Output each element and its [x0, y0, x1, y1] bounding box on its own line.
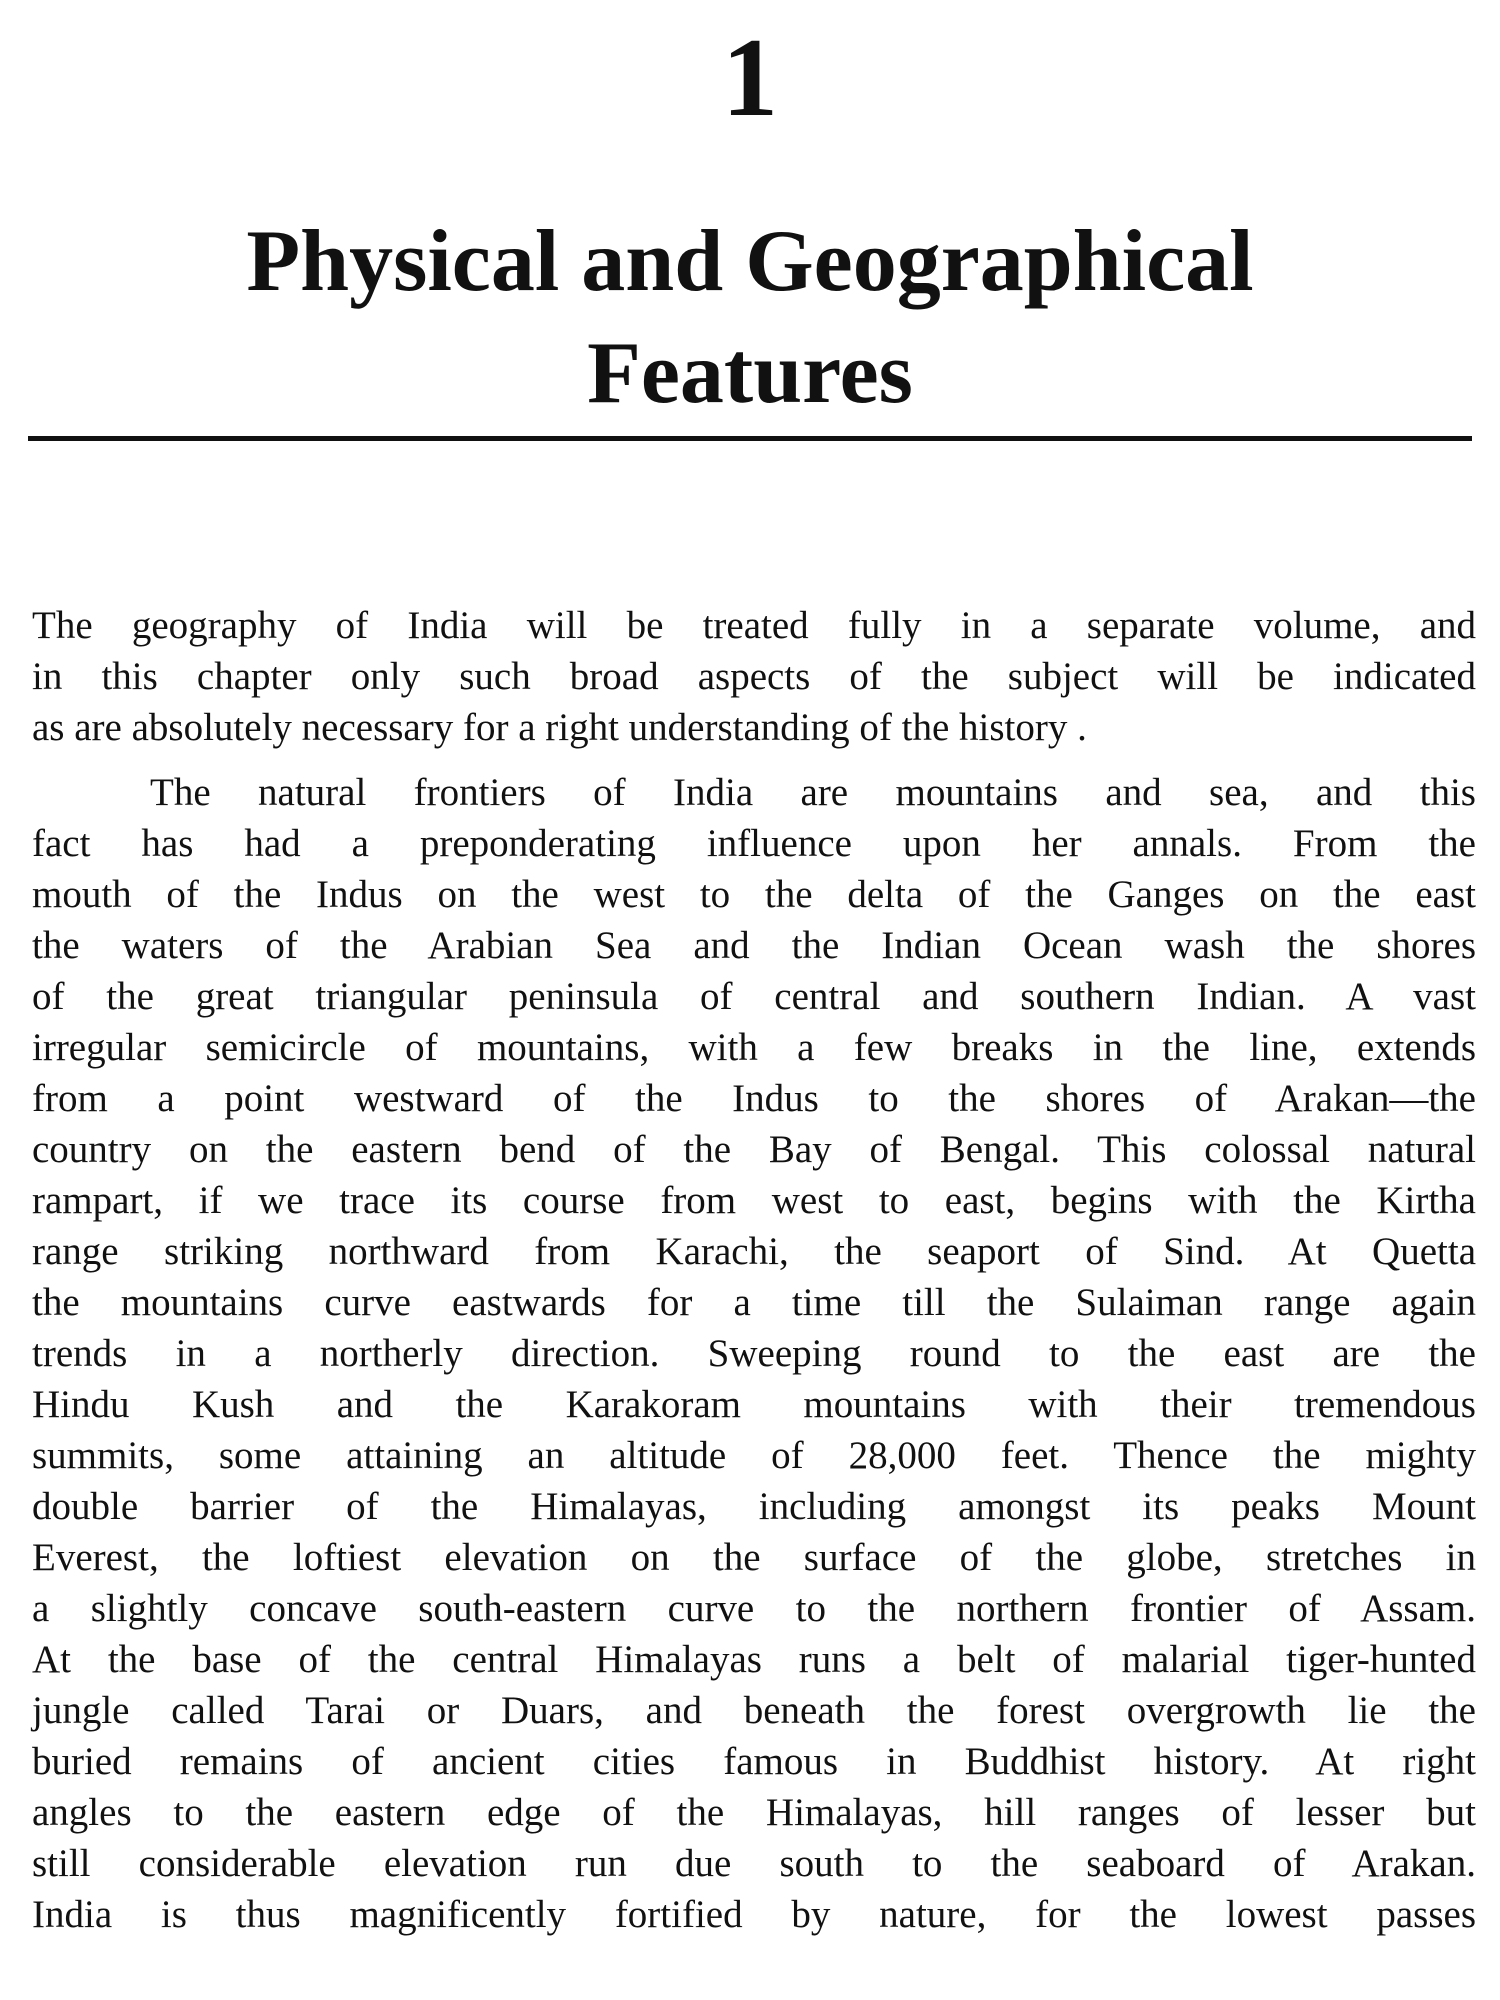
text-line: rampart, if we trace its course from west to east, begins with the Kirtha [32, 1179, 1476, 1222]
text-line: as are absolutely necessary for a right understanding of the history . [32, 706, 1087, 749]
text-line: India is thus magnificently fortified by nature, for the lowest passes [32, 1893, 1476, 1936]
chapter-body [32, 600, 1476, 1940]
chapter-title-line-1: Physical and Geographical [246, 213, 1254, 310]
text-line: of the great triangular peninsula of central and southern Indian. A vast [32, 975, 1476, 1018]
chapter-title [0, 206, 1500, 430]
text-line: irregular semicircle of mountains, with a few breaks in the line, extends [32, 1026, 1476, 1069]
text-line: range striking northward from Karachi, the seaport of Sind. At Quetta [32, 1230, 1476, 1273]
text-line: still considerable elevation run due south to the seaboard of Arakan. [32, 1842, 1476, 1885]
text-line: angles to the eastern edge of the Himalayas, hill ranges of lesser but [32, 1791, 1476, 1834]
text-line: buried remains of ancient cities famous in Buddhist history. At right [32, 1740, 1476, 1783]
text-line: At the base of the central Himalayas runs a belt of malarial tiger-hunted [32, 1638, 1476, 1681]
chapter-number: 1 [722, 16, 778, 140]
text-line: The geography of India will be treated fully in a separate volume, and [32, 604, 1476, 647]
text-line: The natural frontiers of India are mountains and sea, and this [150, 771, 1476, 814]
text-line: the mountains curve eastwards for a time till the Sulaiman range again [32, 1281, 1476, 1324]
text-line: summits, some attaining an altitude of 28,000 feet. Thence the mighty [32, 1434, 1476, 1477]
text-line: jungle called Tarai or Duars, and beneath the forest overgrowth lie the [32, 1689, 1476, 1732]
text-line: in this chapter only such broad aspects of the subject will be indicated [32, 655, 1476, 698]
text-line: from a point westward of the Indus to the shores of Arakan—the [32, 1077, 1476, 1120]
text-line: Everest, the loftiest elevation on the surface of the globe, stretches in [32, 1536, 1476, 1579]
text-line: mouth of the Indus on the west to the delta of the Ganges on the east [32, 873, 1476, 916]
text-line: Hindu Kush and the Karakoram mountains with their tremendous [32, 1383, 1476, 1426]
text-line: double barrier of the Himalayas, including amongst its peaks Mount [32, 1485, 1476, 1528]
text-line: fact has had a preponderating influence upon her annals. From the [32, 822, 1476, 865]
chapter-title-line-2: Features [587, 325, 913, 422]
text-line: a slightly concave south-eastern curve to the northern frontier of Assam. [32, 1587, 1476, 1630]
text-line: country on the eastern bend of the Bay of Bengal. This colossal natural [32, 1128, 1476, 1171]
text-line: the waters of the Arabian Sea and the Indian Ocean wash the shores [32, 924, 1476, 967]
text-line: trends in a northerly direction. Sweeping round to the east are the [32, 1332, 1476, 1375]
title-divider [28, 436, 1472, 441]
